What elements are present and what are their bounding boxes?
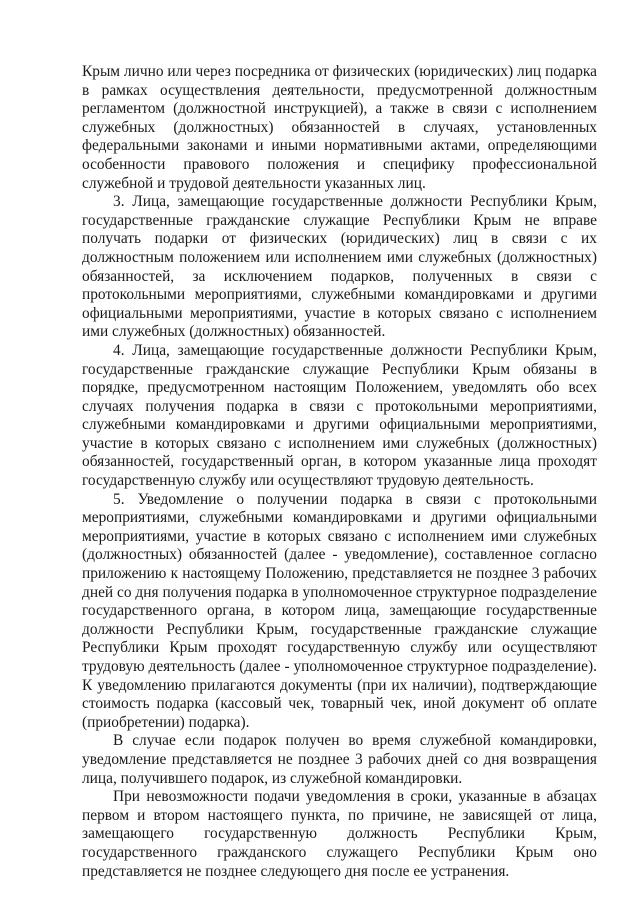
paragraph-5-impossibility: При невозможности подачи уведомления в сроки, указанные в абзацах первом и втором настоящего пункта, по причине, не зависящей от лица, замещающего государственную должность Республики Крым, государственного гражданского служащего Республики Крым оно представляется не позднее следующего дня после ее устранения. xyxy=(82,788,597,880)
paragraph-5-business-trip: В случае если подарок получен во время служебной командировки, уведомление представляется не позднее 3 рабочих дней со дня возвращения лица, получившего подарок, из служебной командировки. xyxy=(82,732,597,787)
paragraph-4: 4. Лица, замещающие государственные должности Республики Крым, государственные гражданские служащие Республики Крым обязаны в порядке, предусмотренном настоящим Положением, уведомлять обо всех случаях получения подарка в связи с протокольными мероприятиями, служебными командировками и другими официальными мероприятиями, участие в которых связано с исполнением ими служебных (должностных) обязанностей, государственный орган, в котором указанные лица проходят государственную службу или осуществляют трудовую деятельность. xyxy=(82,341,597,490)
document-body xyxy=(82,63,597,881)
paragraph-5: 5. Уведомление о получении подарка в связи с протокольными мероприятиями, служебными командировками и другими официальными мероприятиями, участие в которых связано с исполнением ими служебных (должностных) обязанностей (далее - уведомление), составленное согласно приложению к настоящему Положению, представляется не позднее 3 рабочих дней со дня получения подарка в уполномоченное структурное подразделение государственного органа, в котором лица, замещающие государственные должности Республики Крым, государственные гражданские служащие Республики Крым проходят государственную службу или осуществляют трудовую деятельность (далее - уполномоченное структурное подразделение). К уведомлению прилагаются документы (при их наличии), подтверждающие стоимость подарка (кассовый чек, товарный чек, иной документ об оплате (приобретении) подарка). xyxy=(82,490,597,731)
paragraph-3: 3. Лица, замещающие государственные должности Республики Крым, государственные гражданские служащие Республики Крым не вправе получать подарки от физических (юридических) лиц в связи с их должностным положением или исполнением ими служебных (должностных) обязанностей, за исключением подарков, полученных в связи с протокольными мероприятиями, служебными командировками и другими официальными мероприятиями, участие в которых связано с исполнением ими служебных (должностных) обязанностей. xyxy=(82,193,597,341)
paragraph-continuation: Крым лично или через посредника от физических (юридических) лиц подарка в рамках осуществления деятельности, предусмотренной должностным регламентом (должностной инструкцией), а также в связи с исполнением служебных (должностных) обязанностей в случаях, установленных федеральными законами и иными нормативными актами, определяющими особенности правового положения и специфику профессиональной служебной и трудовой деятельности указанных лиц. xyxy=(82,63,597,192)
